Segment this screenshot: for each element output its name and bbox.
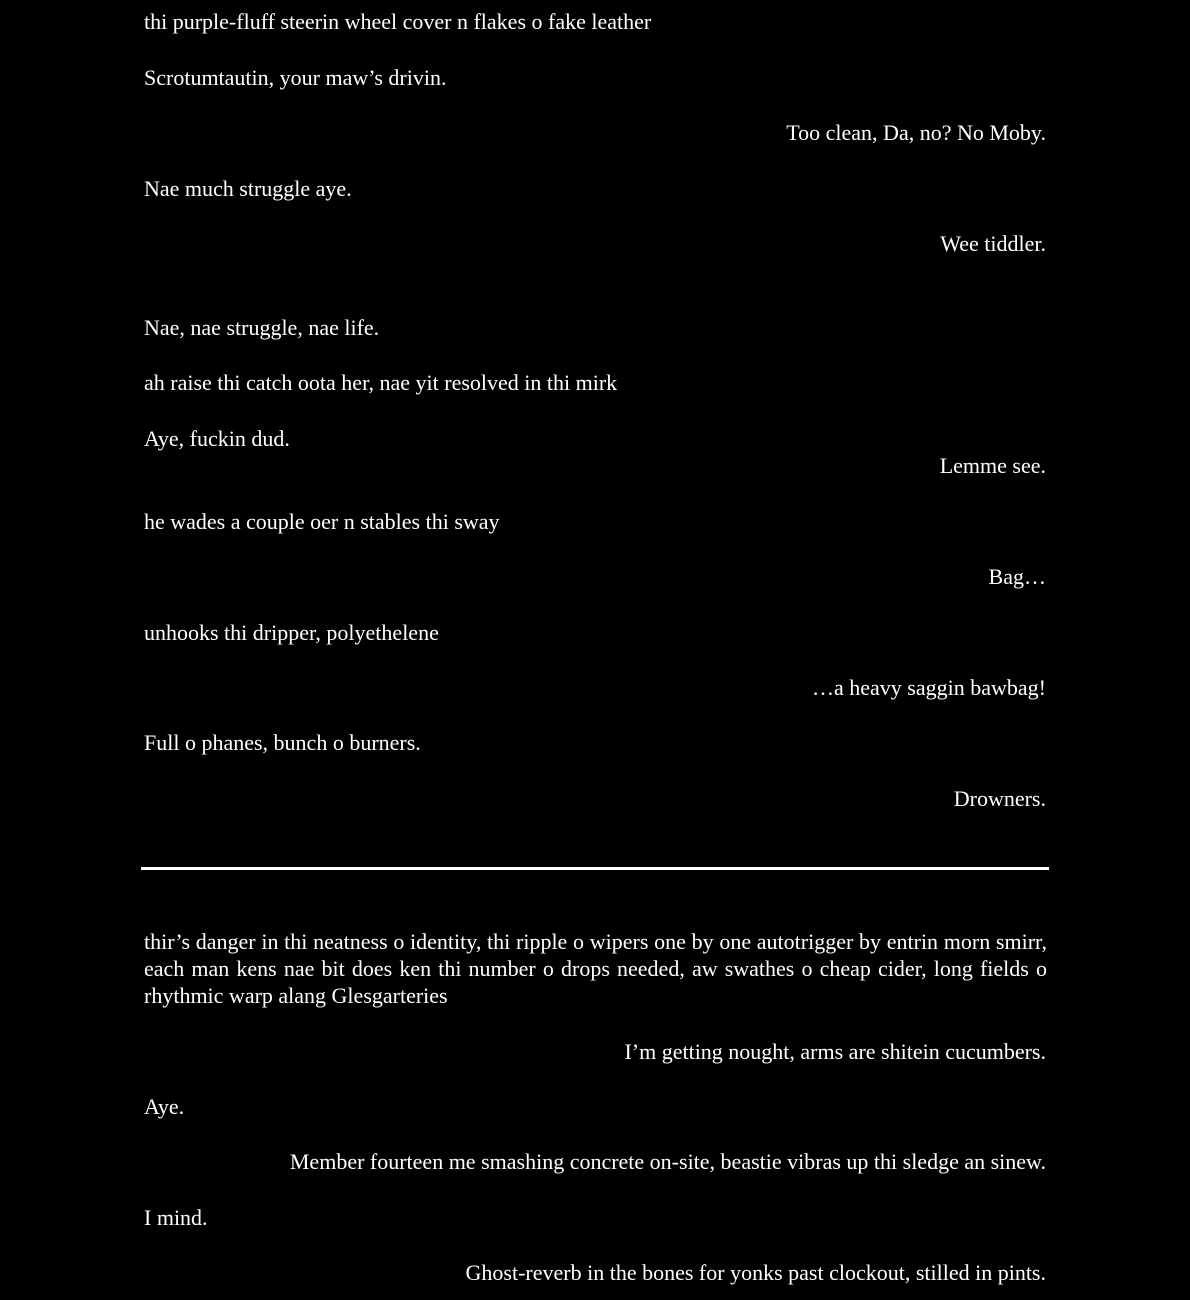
dialogue-line-right: Drowners. bbox=[953, 786, 1046, 811]
dialogue-line-right: Ghost-reverb in the bones for yonks past clockout, stilled in pints. bbox=[465, 1260, 1046, 1285]
dialogue-line-right: Wee tiddler. bbox=[940, 231, 1046, 256]
section-divider bbox=[141, 867, 1049, 870]
dialogue-line-right: …a heavy saggin bawbag! bbox=[812, 675, 1046, 700]
dialogue-line-right: I’m getting nought, arms are shitein cucumbers. bbox=[624, 1039, 1046, 1064]
dialogue-line-left: Nae much struggle aye. bbox=[144, 176, 352, 201]
dialogue-line-right: Too clean, Da, no? No Moby. bbox=[786, 120, 1046, 145]
dialogue-line-left: Nae, nae struggle, nae life. bbox=[144, 315, 380, 340]
dialogue-line-left: Aye, fuckin dud. bbox=[144, 426, 290, 451]
narration-line: unhooks thi dripper, polyethelene bbox=[144, 620, 439, 645]
narration-line: he wades a couple oer n stables thi sway bbox=[144, 509, 500, 534]
dialogue-line-left: Full o phanes, bunch o burners. bbox=[144, 730, 421, 755]
dialogue-line-left: Scrotumtautin, your maw’s drivin. bbox=[144, 65, 447, 90]
dialogue-line-right: Lemme see. bbox=[939, 453, 1046, 478]
dialogue-line-right: Member fourteen me smashing concrete on-site, beastie vibras up thi sledge an sinew. bbox=[289, 1149, 1046, 1174]
narration-line: thi purple-fluff steerin wheel cover n flakes o fake leather bbox=[144, 9, 652, 34]
dialogue-line-left: Aye. bbox=[144, 1094, 185, 1119]
narration-line: ah raise thi catch oota her, nae yit resolved in thi mirk bbox=[144, 370, 618, 395]
dialogue-line-right: Bag… bbox=[988, 564, 1046, 589]
dialogue-line-left: I mind. bbox=[144, 1205, 208, 1230]
narration-paragraph: thir’s danger in thi neatness o identity, thi ripple o wipers one by one autotrigger by entrin morn smirr, each man kens nae bit does ken thi number o drops needed, aw swathes o cheap cider, long fields o rhythmic warp alang Glesgarteries bbox=[144, 929, 1047, 1008]
